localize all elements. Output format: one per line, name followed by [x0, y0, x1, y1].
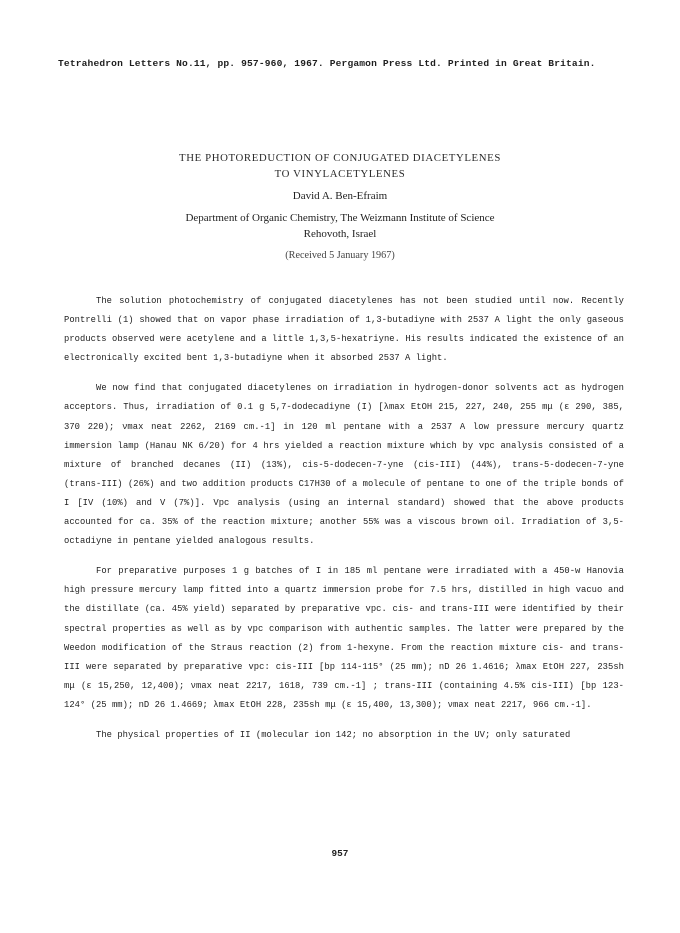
article-body	[64, 292, 624, 756]
body-paragraph-3: For preparative purposes 1 g batches of I in 185 ml pentane were irradiated with a 450-w Hanovia high pressure mercury lamp fitted into a quartz immersion probe for 7.5 hrs, distilled in high vacuo and the distillate (ca. 45% yield) separated by preparative vpc. cis- and trans-III were identified by their spectral properties as well as by vpc comparison with authentic samples. The latter were prepared by the Weedon modification of the Straus reaction (2) from 1-hexyne. From the reaction mixture cis- and trans-III were separated by preparative vpc: cis-III [bp 114-115° (25 mm); nD 26 1.4616; λmax EtOH 227, 235sh mμ (ε 15,250, 12,400); νmax neat 2217, 1618, 739 cm.-1] ; trans-III (containing 4.5% cis-III) [bp 123-124° (25 mm); nD 26 1.4669; λmax EtOH 228, 235sh mμ (ε 15,400, 13,300); νmax neat 2217, 966 cm.-1].	[64, 566, 624, 710]
body-paragraph-2: We now find that conjugated diacetylenes on irradiation in hydrogen-donor solvents act as hydrogen acceptors. Thus, irradiation of 0.1 g 5,7-dodecadiyne (I) [λmax EtOH 215, 227, 240, 255 mμ (ε 290, 385, 370 220); νmax neat 2262, 2169 cm.-1] in 120 ml pentane with a 2537 A low pressure mercury quartz immersion lamp (Hanau NK 6/20) for 4 hrs yielded a reaction mixture which by vpc analysis consisted of a mixture of branched decanes (II) (13%), cis-5-dodecen-7-yne (cis-III) (44%), trans-5-dodecen-7-yne (trans-III) (26%) and two addition products C17H30 of a molecule of pentane to one of the triple bonds of I [IV (10%) and V (7%)]. Vpc analysis (using an internal standard) showed that the above products accounted for ca. 35% of the reaction mixture; another 55% was a viscous brown oil. Irradiation of 3,5-octadiyne in pentane yielded analogous results.	[64, 383, 624, 547]
page-number: 957	[331, 848, 349, 859]
title-block	[0, 150, 680, 264]
affiliation-department: Department of Organic Chemistry, The Weizmann Institute of Science	[185, 212, 495, 224]
body-paragraph-1: The solution photochemistry of conjugated diacetylenes has not been studied until now. Recently Pontrelli (1) showed that on vapor phase irradiation of 1,3-butadiyne with 2537 A light the only gaseous products observed were acetylene and a little 1,3,5-hexatriyne. His results indicated the existence of an electronically excited bent 1,3-butadiyne when it absorbed 2537 A light.	[64, 296, 624, 364]
article-title-line-2: TO VINYLACETYLENES	[274, 168, 406, 180]
received-date: (Received 5 January 1967)	[285, 250, 395, 261]
author-name: David A. Ben-Efraim	[292, 190, 388, 202]
body-paragraph-4: The physical properties of II (molecular ion 142; no absorption in the UV; only saturated	[96, 729, 571, 740]
journal-citation-header: Tetrahedron Letters No.11, pp. 957-960, 1967. Pergamon Press Ltd. Printed in Great Britain.	[58, 58, 596, 69]
affiliation-city: Rehovoth, Israel	[303, 228, 377, 240]
article-title-line-1: THE PHOTOREDUCTION OF CONJUGATED DIACETYLENES	[179, 152, 501, 164]
